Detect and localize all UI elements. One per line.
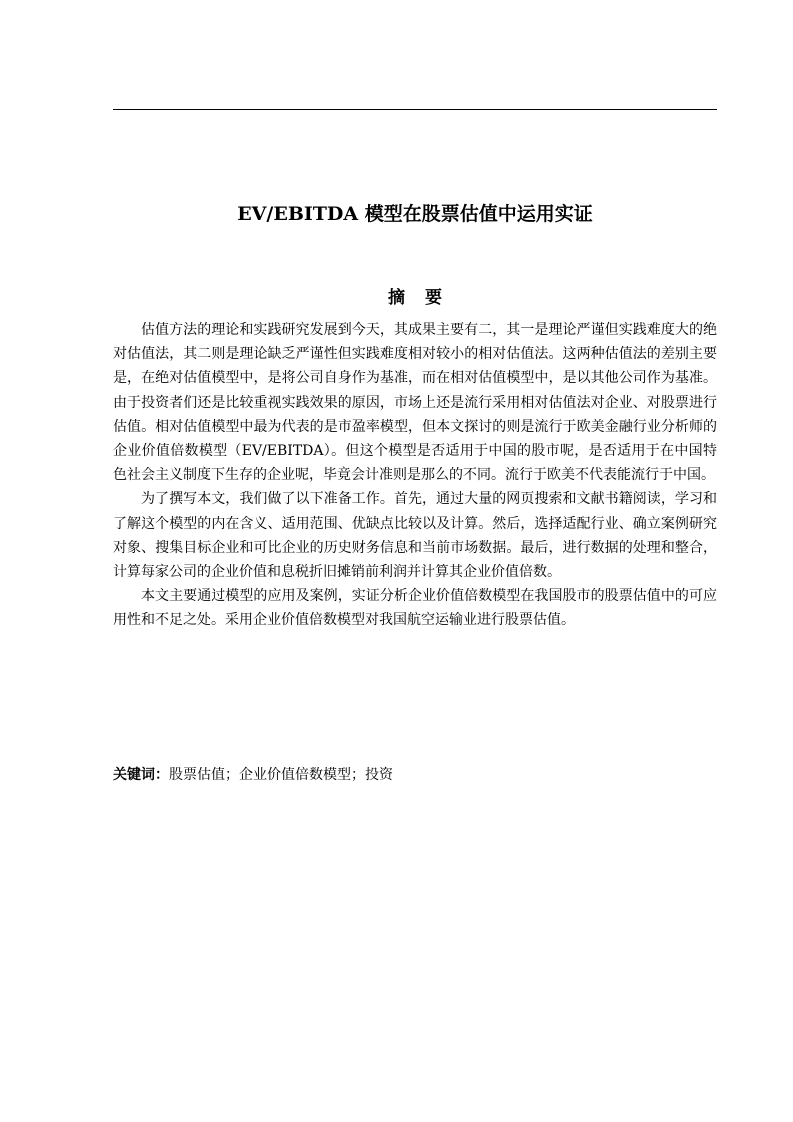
abstract-paragraph: 为了撰写本文，我们做了以下准备工作。首先，通过大量的网页搜索和文献书籍阅读，学习和了解这个模型的内在含义、适用范围、优缺点比较以及计算。然后，选择适配行业、确立案例研究对象、搜集目标企业和可比企业的历史财务信息和当前市场数据。最后，进行数据的处理和整合，计算每家公司的企业价值和息税折旧摊销前利润并计算其企业价值倍数。 [113,491,717,581]
keywords-line [113,763,717,787]
abstract-paragraph: 本文主要通过模型的应用及案例，实证分析企业价值倍数模型在我国股市的股票估值中的可应用性和不足之处。采用企业价值倍数模型对我国航空运输业进行股票估值。 [113,588,717,629]
abstract-paragraph: 估值方法的理论和实践研究发展到今天，其成果主要有二，其一是理论严谨但实践难度大的绝对估值法，其二则是理论缺乏严谨性但实践难度相对较小的相对估值法。这两种估值法的差别主要是，在绝对估值模型中，是将公司自身作为基准，而在相对估值模型中，是以其他公司作为基准。由于投资者们还是比较重视实践效果的原因，市场上还是流行采用相对估值法对企业、对股票进行估值。相对估值模型中最为代表的是市盈率模型，但本文探讨的则是流行于欧美金融行业分析师的企业价值倍数模型（EV/EBITDA）。但这个模型是否适用于中国的股市呢，是否适用于在中国特色社会主义制度下生存的企业呢，毕竟会计准则是那么的不同。流行于欧美不代表能流行于中国。 [113,322,717,484]
abstract-heading: 摘要 [388,288,462,308]
document-title: EV/EBITDA 模型在股票估值中运用实证 [237,203,593,225]
header-rule [113,109,717,110]
keywords-label: 关键词： [113,767,169,783]
abstract-body [113,318,717,633]
keywords-value: 股票估值；企业价值倍数模型；投资 [169,767,393,783]
